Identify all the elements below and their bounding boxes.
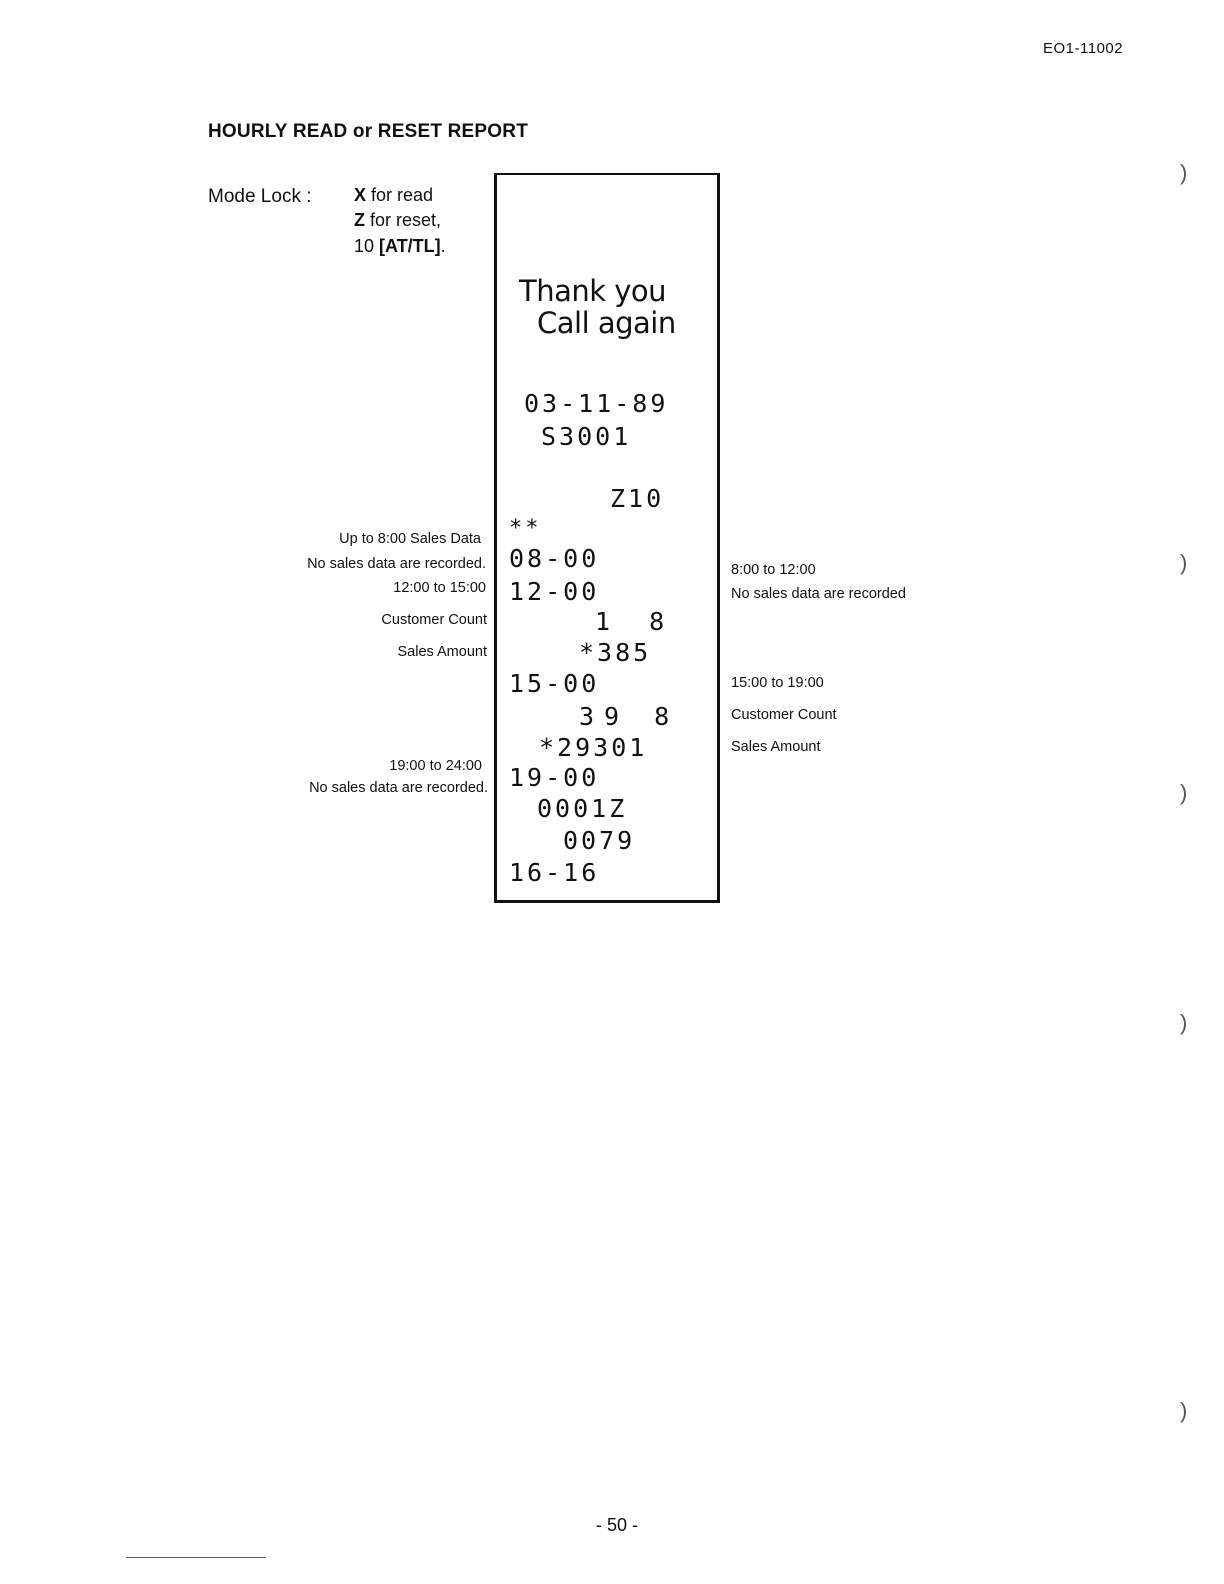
receipt-line-1900: 19-00 bbox=[509, 763, 600, 792]
receipt-time: 16-16 bbox=[509, 858, 600, 887]
note-1500-1900: 15:00 to 19:00 bbox=[731, 675, 824, 691]
margin-mark-4: ) bbox=[1180, 1010, 1188, 1035]
receipt-customer-count-2: 39 8 bbox=[579, 702, 680, 731]
mode-key-x: X bbox=[354, 185, 367, 205]
receipt-date: 03-11-89 bbox=[524, 389, 669, 418]
mode-key-attl: [AT/TL] bbox=[379, 236, 441, 256]
note-800-1200: 8:00 to 12:00 bbox=[731, 562, 816, 578]
receipt-line-0800: 08-00 bbox=[509, 544, 600, 573]
note-customer-count-left: Customer Count bbox=[381, 612, 487, 628]
margin-mark-3: ) bbox=[1180, 780, 1188, 805]
note-no-data-1: No sales data are recorded. bbox=[307, 556, 486, 572]
receipt-store-code: S3001 bbox=[541, 422, 632, 451]
page-number: - 50 - bbox=[596, 1515, 639, 1535]
receipt-customer-count-1: 1 8 bbox=[595, 607, 677, 636]
mode-option-attl bbox=[354, 236, 446, 257]
note-sales-amount-left: Sales Amount bbox=[397, 644, 487, 660]
note-sales-amount-right: Sales Amount bbox=[731, 739, 821, 755]
receipt-printout bbox=[494, 173, 720, 903]
mode-option-read bbox=[354, 185, 433, 206]
mode-key-z: Z bbox=[354, 210, 365, 230]
receipt-consecutive-no: 0001Z bbox=[537, 794, 628, 823]
mode-prefix-attl: 10 bbox=[354, 236, 380, 256]
mode-lock-label: Mode Lock : bbox=[208, 186, 312, 207]
receipt-greeting-line2: Call again bbox=[537, 306, 676, 340]
page-title: HOURLY READ or RESET REPORT bbox=[208, 121, 529, 142]
document-id: EO1-11002 bbox=[1043, 40, 1124, 57]
note-1200-1500: 12:00 to 15:00 bbox=[393, 580, 486, 596]
margin-mark-1: ) bbox=[1180, 160, 1188, 185]
note-customer-count-right: Customer Count bbox=[731, 707, 837, 723]
mode-text-attl: . bbox=[440, 236, 446, 256]
mode-option-reset bbox=[354, 210, 441, 231]
receipt-sales-amount-1: *385 bbox=[579, 638, 652, 667]
margin-mark-5: ) bbox=[1180, 1398, 1188, 1423]
receipt-mode-code: Z10 bbox=[610, 484, 665, 513]
receipt-line-1200: 12-00 bbox=[509, 577, 600, 606]
receipt-sales-amount-2: *29301 bbox=[539, 733, 648, 762]
note-no-data-right: No sales data are recorded bbox=[731, 586, 906, 602]
receipt-stars: ** bbox=[509, 516, 542, 541]
note-1900-2400: 19:00 to 24:00 bbox=[389, 758, 482, 774]
mode-text-read: for read bbox=[366, 185, 434, 205]
footer-rule bbox=[126, 1557, 266, 1558]
receipt-line-1500: 15-00 bbox=[509, 669, 600, 698]
note-no-data-2: No sales data are recorded. bbox=[309, 780, 488, 796]
receipt-greeting-line1: Thank you bbox=[519, 274, 667, 308]
mode-text-reset: for reset, bbox=[365, 210, 442, 230]
margin-mark-2: ) bbox=[1180, 550, 1188, 575]
receipt-cashier-no: 0079 bbox=[563, 826, 636, 855]
note-up-to-800: Up to 8:00 Sales Data bbox=[339, 531, 481, 547]
